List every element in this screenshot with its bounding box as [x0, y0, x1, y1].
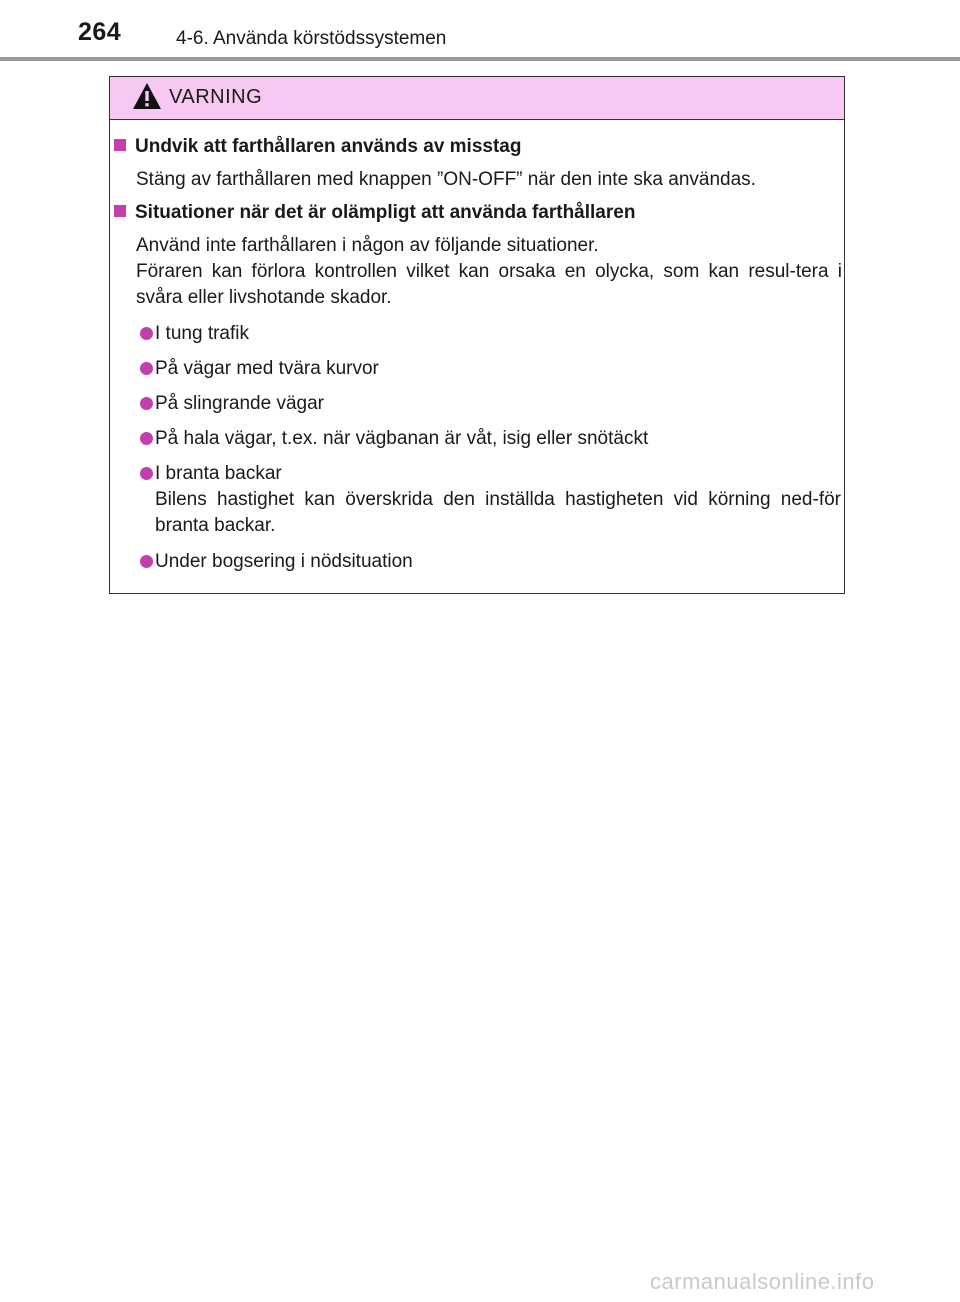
watermark: carmanualsonline.info — [650, 1269, 875, 1294]
list-item-text: Under bogsering i nödsituation — [155, 551, 413, 572]
page-number: 264 — [78, 18, 122, 46]
round-bullet-icon — [140, 327, 153, 340]
list-item-text: I tung trafik — [155, 323, 249, 344]
warning-title: VARNING — [169, 86, 263, 108]
round-bullet-icon — [140, 467, 153, 480]
square-bullet-icon — [114, 205, 126, 217]
square-bullet-icon — [114, 139, 126, 151]
section-title: 4-6. Använda körstödssystemen — [176, 28, 447, 49]
list-item-text: På slingrande vägar — [155, 393, 324, 414]
list-item-text: På hala vägar, t.ex. när vägbanan är våt, isig eller snötäckt — [155, 428, 649, 449]
round-bullet-icon — [140, 362, 153, 375]
page-header — [0, 0, 960, 64]
item-text: Stäng av farthållaren med knappen ”ON-OFF” när den inte ska användas. — [136, 169, 756, 190]
item-text-secondary: Föraren kan förlora kontrollen vilket kan orsaka en olycka, som kan resul-tera i svåra eller livshotande skador. — [136, 261, 842, 308]
list-item-text: På vägar med tvära kurvor — [155, 358, 379, 379]
item-heading — [114, 202, 635, 224]
list-item-description: Bilens hastighet kan överskrida den inställda hastigheten vid körning ned-för branta backar. — [155, 489, 841, 536]
item-heading — [114, 136, 521, 158]
round-bullet-icon — [140, 555, 153, 568]
item-text: Använd inte farthållaren i någon av följande situationer. — [136, 235, 599, 256]
warning-header — [110, 77, 844, 120]
warning-box — [109, 76, 845, 594]
header-rule — [0, 57, 960, 61]
item-heading-text: Situationer när det är olämpligt att använda farthållaren — [135, 202, 636, 223]
round-bullet-icon — [140, 432, 153, 445]
round-bullet-icon — [140, 397, 153, 410]
item-heading-text: Undvik att farthållaren används av misstag — [135, 136, 522, 157]
list-item-text: I branta backar — [155, 463, 282, 484]
warning-triangle-icon — [132, 82, 162, 110]
